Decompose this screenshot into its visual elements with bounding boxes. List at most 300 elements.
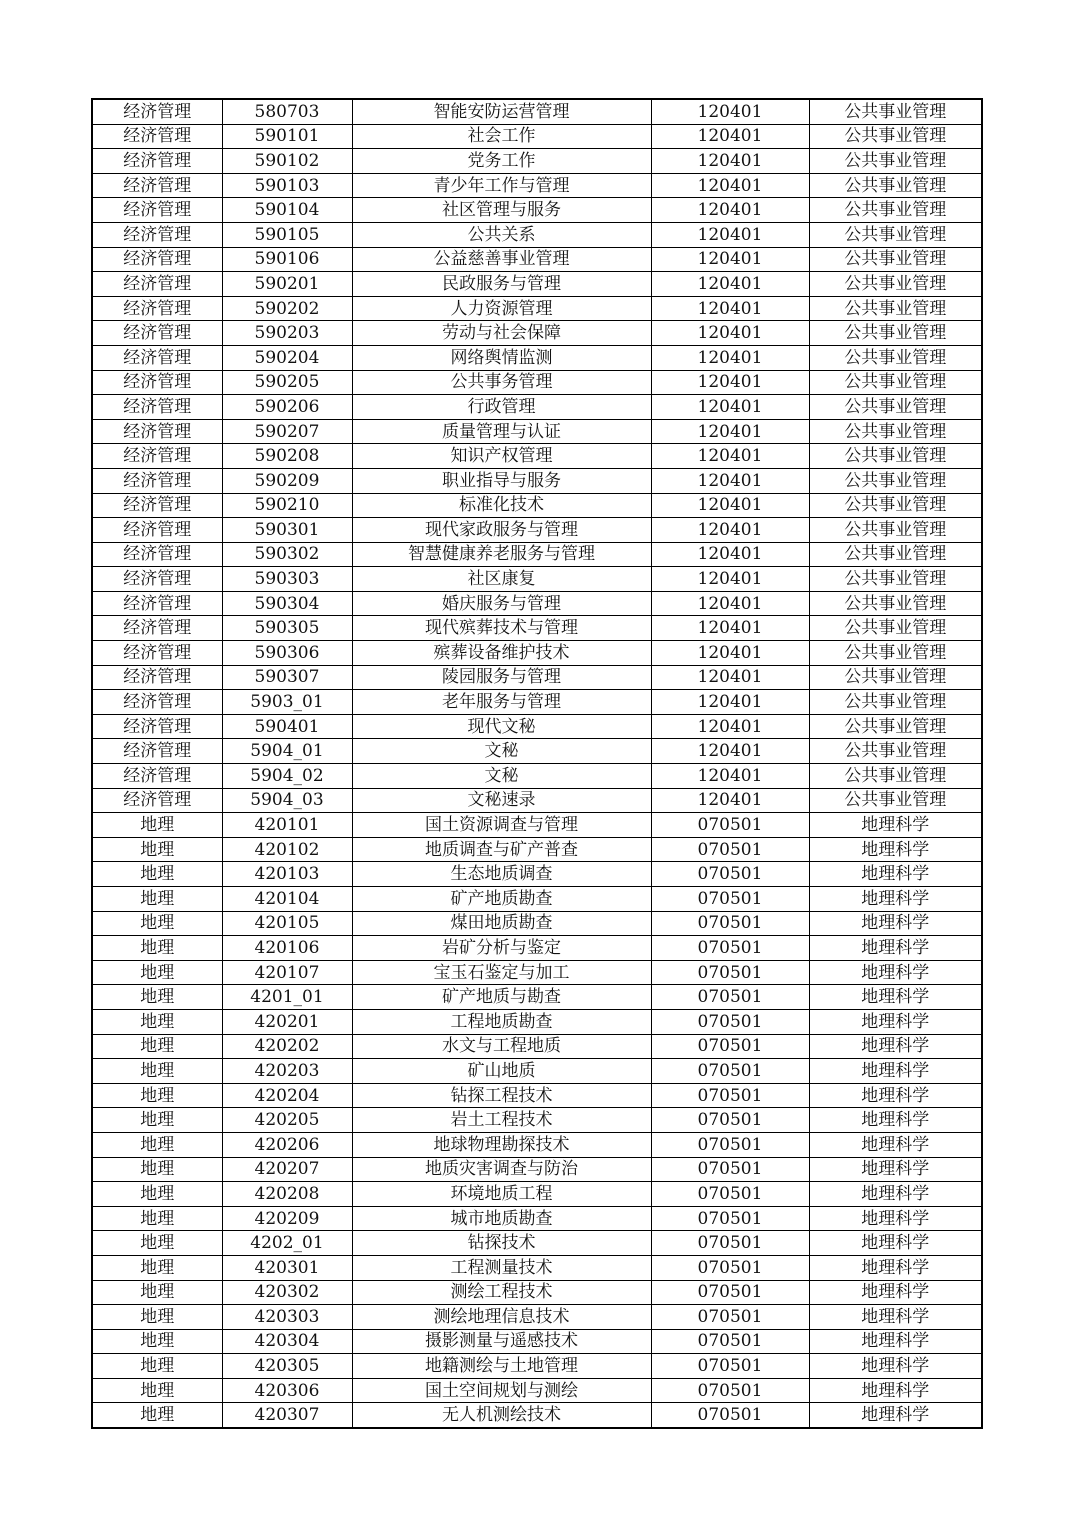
undergrad-code-cell: 120401: [651, 764, 809, 789]
category-cell: 经济管理: [92, 149, 222, 174]
vocational-major-cell: 地质灾害调查与防治: [352, 1157, 651, 1182]
undergrad-code-cell: 070501: [651, 1305, 809, 1330]
table-row: [92, 1354, 982, 1379]
vocational-code-cell: 420201: [222, 1009, 352, 1034]
undergrad-code-cell: 120401: [651, 247, 809, 272]
undergrad-code-cell: 120401: [651, 321, 809, 346]
undergrad-major-cell: 公共事业管理: [809, 99, 982, 124]
undergrad-major-cell: 地理科学: [809, 1009, 982, 1034]
vocational-major-cell: 社区康复: [352, 567, 651, 592]
table-row: [92, 468, 982, 493]
category-cell: 地理: [92, 1305, 222, 1330]
vocational-major-cell: 岩矿分析与鉴定: [352, 936, 651, 961]
category-cell: 经济管理: [92, 321, 222, 346]
table-row: [92, 419, 982, 444]
undergrad-code-cell: 120401: [651, 591, 809, 616]
undergrad-code-cell: 070501: [651, 1083, 809, 1108]
table-row: [92, 862, 982, 887]
vocational-major-cell: 文秘速录: [352, 788, 651, 813]
undergrad-code-cell: 120401: [651, 542, 809, 567]
undergrad-code-cell: 120401: [651, 272, 809, 297]
category-cell: 经济管理: [92, 468, 222, 493]
undergrad-major-cell: 地理科学: [809, 1034, 982, 1059]
category-cell: 经济管理: [92, 591, 222, 616]
undergrad-major-cell: 地理科学: [809, 1403, 982, 1428]
undergrad-code-cell: 070501: [651, 1378, 809, 1403]
undergrad-code-cell: 120401: [651, 99, 809, 124]
vocational-code-cell: 420208: [222, 1182, 352, 1207]
category-cell: 地理: [92, 1059, 222, 1084]
table-row: [92, 173, 982, 198]
undergrad-major-cell: 地理科学: [809, 1182, 982, 1207]
table-row: [92, 345, 982, 370]
vocational-major-cell: 社区管理与服务: [352, 198, 651, 223]
vocational-code-cell: 590104: [222, 198, 352, 223]
vocational-code-cell: 590306: [222, 641, 352, 666]
category-cell: 经济管理: [92, 764, 222, 789]
undergrad-code-cell: 070501: [651, 813, 809, 838]
table-row: [92, 1108, 982, 1133]
vocational-code-cell: 5903_01: [222, 690, 352, 715]
vocational-code-cell: 420304: [222, 1329, 352, 1354]
undergrad-code-cell: 070501: [651, 1231, 809, 1256]
undergrad-major-cell: 公共事业管理: [809, 444, 982, 469]
vocational-code-cell: 590208: [222, 444, 352, 469]
table-row: [92, 764, 982, 789]
vocational-major-cell: 现代家政服务与管理: [352, 518, 651, 543]
table-row: [92, 911, 982, 936]
table-row: [92, 1329, 982, 1354]
undergrad-major-cell: 地理科学: [809, 887, 982, 912]
vocational-major-cell: 婚庆服务与管理: [352, 591, 651, 616]
category-cell: 经济管理: [92, 419, 222, 444]
table-row: [92, 1009, 982, 1034]
table-row: [92, 1231, 982, 1256]
category-cell: 经济管理: [92, 567, 222, 592]
undergrad-major-cell: 公共事业管理: [809, 149, 982, 174]
vocational-code-cell: 420101: [222, 813, 352, 838]
category-cell: 地理: [92, 887, 222, 912]
undergrad-major-cell: 地理科学: [809, 1255, 982, 1280]
vocational-code-cell: 420105: [222, 911, 352, 936]
undergrad-major-cell: 地理科学: [809, 1083, 982, 1108]
vocational-code-cell: 590305: [222, 616, 352, 641]
vocational-major-cell: 知识产权管理: [352, 444, 651, 469]
table-row: [92, 1182, 982, 1207]
vocational-major-cell: 工程测量技术: [352, 1255, 651, 1280]
undergrad-major-cell: 地理科学: [809, 1329, 982, 1354]
table-row: [92, 124, 982, 149]
table-row: [92, 1255, 982, 1280]
undergrad-major-cell: 地理科学: [809, 837, 982, 862]
undergrad-code-cell: 120401: [651, 690, 809, 715]
category-cell: 地理: [92, 1329, 222, 1354]
vocational-code-cell: 5904_01: [222, 739, 352, 764]
category-cell: 经济管理: [92, 345, 222, 370]
undergrad-major-cell: 公共事业管理: [809, 296, 982, 321]
category-cell: 经济管理: [92, 690, 222, 715]
vocational-code-cell: 420205: [222, 1108, 352, 1133]
undergrad-major-cell: 地理科学: [809, 862, 982, 887]
vocational-major-cell: 地籍测绘与土地管理: [352, 1354, 651, 1379]
vocational-major-cell: 测绘工程技术: [352, 1280, 651, 1305]
vocational-code-cell: 420305: [222, 1354, 352, 1379]
vocational-major-cell: 水文与工程地质: [352, 1034, 651, 1059]
table-row: [92, 198, 982, 223]
vocational-code-cell: 420203: [222, 1059, 352, 1084]
undergrad-major-cell: 公共事业管理: [809, 272, 982, 297]
undergrad-major-cell: 地理科学: [809, 1354, 982, 1379]
undergrad-major-cell: 公共事业管理: [809, 690, 982, 715]
table-row: [92, 1132, 982, 1157]
undergrad-code-cell: 070501: [651, 1108, 809, 1133]
vocational-code-cell: 420307: [222, 1403, 352, 1428]
undergrad-major-cell: 公共事业管理: [809, 788, 982, 813]
category-cell: 地理: [92, 1231, 222, 1256]
vocational-major-cell: 公共事务管理: [352, 370, 651, 395]
category-cell: 经济管理: [92, 395, 222, 420]
table-row: [92, 837, 982, 862]
category-cell: 地理: [92, 1403, 222, 1428]
vocational-code-cell: 5904_02: [222, 764, 352, 789]
category-cell: 经济管理: [92, 616, 222, 641]
vocational-major-cell: 城市地质勘查: [352, 1206, 651, 1231]
vocational-major-cell: 地质调查与矿产普查: [352, 837, 651, 862]
vocational-code-cell: 590301: [222, 518, 352, 543]
vocational-code-cell: 590202: [222, 296, 352, 321]
table-row: [92, 296, 982, 321]
vocational-code-cell: 420204: [222, 1083, 352, 1108]
table-row: [92, 395, 982, 420]
table-row: [92, 321, 982, 346]
category-cell: 地理: [92, 960, 222, 985]
undergrad-major-cell: 地理科学: [809, 1378, 982, 1403]
category-cell: 地理: [92, 837, 222, 862]
undergrad-code-cell: 120401: [651, 419, 809, 444]
undergrad-code-cell: 070501: [651, 985, 809, 1010]
undergrad-major-cell: 公共事业管理: [809, 321, 982, 346]
undergrad-code-cell: 120401: [651, 641, 809, 666]
category-cell: 地理: [92, 1108, 222, 1133]
vocational-code-cell: 590106: [222, 247, 352, 272]
vocational-major-cell: 人力资源管理: [352, 296, 651, 321]
vocational-major-cell: 网络舆情监测: [352, 345, 651, 370]
vocational-major-cell: 陵园服务与管理: [352, 665, 651, 690]
vocational-major-cell: 无人机测绘技术: [352, 1403, 651, 1428]
undergrad-code-cell: 070501: [651, 911, 809, 936]
undergrad-major-cell: 地理科学: [809, 1157, 982, 1182]
undergrad-code-cell: 070501: [651, 960, 809, 985]
category-cell: 经济管理: [92, 665, 222, 690]
undergrad-code-cell: 120401: [651, 714, 809, 739]
category-cell: 经济管理: [92, 739, 222, 764]
table-row: [92, 591, 982, 616]
vocational-code-cell: 420303: [222, 1305, 352, 1330]
table-row: [92, 616, 982, 641]
category-cell: 地理: [92, 1255, 222, 1280]
undergrad-code-cell: 070501: [651, 936, 809, 961]
vocational-major-cell: 矿产地质与勘查: [352, 985, 651, 1010]
table-row: [92, 985, 982, 1010]
vocational-major-cell: 标准化技术: [352, 493, 651, 518]
undergrad-major-cell: 公共事业管理: [809, 739, 982, 764]
undergrad-major-cell: 地理科学: [809, 813, 982, 838]
table-body: [92, 99, 982, 1428]
table-row: [92, 444, 982, 469]
undergrad-code-cell: 120401: [651, 296, 809, 321]
vocational-code-cell: 420206: [222, 1132, 352, 1157]
category-cell: 经济管理: [92, 99, 222, 124]
vocational-code-cell: 590304: [222, 591, 352, 616]
table-row: [92, 641, 982, 666]
vocational-major-cell: 摄影测量与遥感技术: [352, 1329, 651, 1354]
undergrad-major-cell: 公共事业管理: [809, 468, 982, 493]
undergrad-major-cell: 地理科学: [809, 1108, 982, 1133]
vocational-code-cell: 420103: [222, 862, 352, 887]
undergrad-code-cell: 070501: [651, 837, 809, 862]
undergrad-major-cell: 公共事业管理: [809, 764, 982, 789]
table-row: [92, 813, 982, 838]
undergrad-code-cell: 070501: [651, 1059, 809, 1084]
category-cell: 地理: [92, 1354, 222, 1379]
vocational-code-cell: 590209: [222, 468, 352, 493]
undergrad-code-cell: 070501: [651, 1280, 809, 1305]
vocational-major-cell: 测绘地理信息技术: [352, 1305, 651, 1330]
undergrad-code-cell: 070501: [651, 887, 809, 912]
vocational-code-cell: 590401: [222, 714, 352, 739]
table-row: [92, 714, 982, 739]
category-cell: 经济管理: [92, 714, 222, 739]
undergrad-major-cell: 地理科学: [809, 1231, 982, 1256]
category-cell: 经济管理: [92, 222, 222, 247]
undergrad-code-cell: 070501: [651, 1009, 809, 1034]
category-cell: 地理: [92, 1280, 222, 1305]
vocational-major-cell: 工程地质勘查: [352, 1009, 651, 1034]
undergrad-code-cell: 120401: [651, 173, 809, 198]
category-cell: 经济管理: [92, 493, 222, 518]
undergrad-major-cell: 公共事业管理: [809, 419, 982, 444]
undergrad-code-cell: 120401: [651, 124, 809, 149]
vocational-code-cell: 590207: [222, 419, 352, 444]
table-row: [92, 1378, 982, 1403]
table-row: [92, 518, 982, 543]
undergrad-major-cell: 公共事业管理: [809, 616, 982, 641]
vocational-code-cell: 590307: [222, 665, 352, 690]
table-row: [92, 739, 982, 764]
category-cell: 经济管理: [92, 198, 222, 223]
category-cell: 地理: [92, 1206, 222, 1231]
table-row: [92, 1403, 982, 1428]
category-cell: 经济管理: [92, 542, 222, 567]
undergrad-code-cell: 070501: [651, 1034, 809, 1059]
vocational-major-cell: 公共关系: [352, 222, 651, 247]
table-row: [92, 690, 982, 715]
category-cell: 地理: [92, 1182, 222, 1207]
vocational-major-cell: 国土资源调查与管理: [352, 813, 651, 838]
undergrad-major-cell: 公共事业管理: [809, 198, 982, 223]
undergrad-major-cell: 公共事业管理: [809, 247, 982, 272]
undergrad-major-cell: 地理科学: [809, 911, 982, 936]
undergrad-major-cell: 公共事业管理: [809, 124, 982, 149]
vocational-code-cell: 420302: [222, 1280, 352, 1305]
table-row: [92, 1280, 982, 1305]
category-cell: 地理: [92, 1157, 222, 1182]
category-cell: 经济管理: [92, 173, 222, 198]
table-row: [92, 149, 982, 174]
undergrad-code-cell: 120401: [651, 493, 809, 518]
vocational-major-cell: 宝玉石鉴定与加工: [352, 960, 651, 985]
undergrad-code-cell: 120401: [651, 665, 809, 690]
vocational-major-cell: 智慧健康养老服务与管理: [352, 542, 651, 567]
table-row: [92, 1206, 982, 1231]
table-row: [92, 1034, 982, 1059]
undergrad-code-cell: 120401: [651, 345, 809, 370]
table-row: [92, 788, 982, 813]
undergrad-code-cell: 120401: [651, 198, 809, 223]
vocational-major-cell: 质量管理与认证: [352, 419, 651, 444]
vocational-code-cell: 590205: [222, 370, 352, 395]
vocational-major-cell: 现代殡葬技术与管理: [352, 616, 651, 641]
vocational-major-cell: 公益慈善事业管理: [352, 247, 651, 272]
category-cell: 经济管理: [92, 296, 222, 321]
vocational-major-cell: 社会工作: [352, 124, 651, 149]
vocational-major-cell: 智能安防运营管理: [352, 99, 651, 124]
vocational-code-cell: 420306: [222, 1378, 352, 1403]
undergrad-major-cell: 地理科学: [809, 1305, 982, 1330]
table-row: [92, 272, 982, 297]
vocational-major-cell: 职业指导与服务: [352, 468, 651, 493]
undergrad-code-cell: 070501: [651, 1255, 809, 1280]
vocational-code-cell: 420301: [222, 1255, 352, 1280]
vocational-major-cell: 党务工作: [352, 149, 651, 174]
vocational-code-cell: 4201_01: [222, 985, 352, 1010]
table-row: [92, 1305, 982, 1330]
category-cell: 地理: [92, 1132, 222, 1157]
vocational-code-cell: 590204: [222, 345, 352, 370]
undergrad-code-cell: 070501: [651, 1182, 809, 1207]
undergrad-code-cell: 070501: [651, 1157, 809, 1182]
major-mapping-table: [91, 98, 983, 1429]
table-row: [92, 370, 982, 395]
vocational-code-cell: 590102: [222, 149, 352, 174]
table-row: [92, 567, 982, 592]
table-row: [92, 665, 982, 690]
vocational-code-cell: 420209: [222, 1206, 352, 1231]
undergrad-major-cell: 公共事业管理: [809, 222, 982, 247]
vocational-code-cell: 590101: [222, 124, 352, 149]
vocational-major-cell: 文秘: [352, 739, 651, 764]
category-cell: 经济管理: [92, 370, 222, 395]
undergrad-code-cell: 070501: [651, 1354, 809, 1379]
category-cell: 地理: [92, 813, 222, 838]
undergrad-major-cell: 公共事业管理: [809, 665, 982, 690]
vocational-code-cell: 590302: [222, 542, 352, 567]
category-cell: 地理: [92, 1009, 222, 1034]
vocational-major-cell: 环境地质工程: [352, 1182, 651, 1207]
vocational-code-cell: 590105: [222, 222, 352, 247]
category-cell: 经济管理: [92, 641, 222, 666]
table-row: [92, 887, 982, 912]
undergrad-code-cell: 120401: [651, 444, 809, 469]
vocational-major-cell: 劳动与社会保障: [352, 321, 651, 346]
vocational-major-cell: 文秘: [352, 764, 651, 789]
vocational-major-cell: 钻探技术: [352, 1231, 651, 1256]
undergrad-major-cell: 公共事业管理: [809, 173, 982, 198]
undergrad-major-cell: 地理科学: [809, 960, 982, 985]
vocational-major-cell: 现代文秘: [352, 714, 651, 739]
category-cell: 地理: [92, 862, 222, 887]
category-cell: 地理: [92, 911, 222, 936]
undergrad-major-cell: 公共事业管理: [809, 542, 982, 567]
vocational-major-cell: 老年服务与管理: [352, 690, 651, 715]
vocational-code-cell: 590201: [222, 272, 352, 297]
table-row: [92, 247, 982, 272]
table-row: [92, 493, 982, 518]
vocational-code-cell: 590103: [222, 173, 352, 198]
undergrad-major-cell: 公共事业管理: [809, 591, 982, 616]
vocational-code-cell: 590210: [222, 493, 352, 518]
vocational-major-cell: 煤田地质勘查: [352, 911, 651, 936]
vocational-code-cell: 420106: [222, 936, 352, 961]
undergrad-code-cell: 070501: [651, 1329, 809, 1354]
vocational-major-cell: 矿山地质: [352, 1059, 651, 1084]
category-cell: 经济管理: [92, 444, 222, 469]
undergrad-code-cell: 070501: [651, 1403, 809, 1428]
category-cell: 经济管理: [92, 518, 222, 543]
vocational-major-cell: 国土空间规划与测绘: [352, 1378, 651, 1403]
category-cell: 经济管理: [92, 124, 222, 149]
undergrad-code-cell: 070501: [651, 862, 809, 887]
vocational-code-cell: 5904_03: [222, 788, 352, 813]
undergrad-code-cell: 120401: [651, 222, 809, 247]
table-row: [92, 1157, 982, 1182]
undergrad-major-cell: 地理科学: [809, 1059, 982, 1084]
vocational-major-cell: 生态地质调查: [352, 862, 651, 887]
vocational-code-cell: 420102: [222, 837, 352, 862]
category-cell: 地理: [92, 1034, 222, 1059]
vocational-major-cell: 殡葬设备维护技术: [352, 641, 651, 666]
undergrad-code-cell: 120401: [651, 739, 809, 764]
vocational-code-cell: 4202_01: [222, 1231, 352, 1256]
table-row: [92, 542, 982, 567]
undergrad-code-cell: 120401: [651, 395, 809, 420]
vocational-code-cell: 420207: [222, 1157, 352, 1182]
vocational-major-cell: 钻探工程技术: [352, 1083, 651, 1108]
vocational-major-cell: 岩土工程技术: [352, 1108, 651, 1133]
undergrad-major-cell: 地理科学: [809, 936, 982, 961]
category-cell: 地理: [92, 985, 222, 1010]
undergrad-major-cell: 地理科学: [809, 1280, 982, 1305]
category-cell: 经济管理: [92, 272, 222, 297]
undergrad-code-cell: 070501: [651, 1132, 809, 1157]
undergrad-major-cell: 地理科学: [809, 1132, 982, 1157]
undergrad-code-cell: 120401: [651, 788, 809, 813]
category-cell: 地理: [92, 1378, 222, 1403]
vocational-code-cell: 420104: [222, 887, 352, 912]
vocational-code-cell: 420202: [222, 1034, 352, 1059]
vocational-code-cell: 590206: [222, 395, 352, 420]
table-row: [92, 1083, 982, 1108]
category-cell: 经济管理: [92, 247, 222, 272]
undergrad-code-cell: 120401: [651, 518, 809, 543]
table-row: [92, 1059, 982, 1084]
vocational-major-cell: 青少年工作与管理: [352, 173, 651, 198]
vocational-code-cell: 590303: [222, 567, 352, 592]
undergrad-major-cell: 地理科学: [809, 1206, 982, 1231]
undergrad-major-cell: 公共事业管理: [809, 518, 982, 543]
table-row: [92, 222, 982, 247]
vocational-code-cell: 590203: [222, 321, 352, 346]
